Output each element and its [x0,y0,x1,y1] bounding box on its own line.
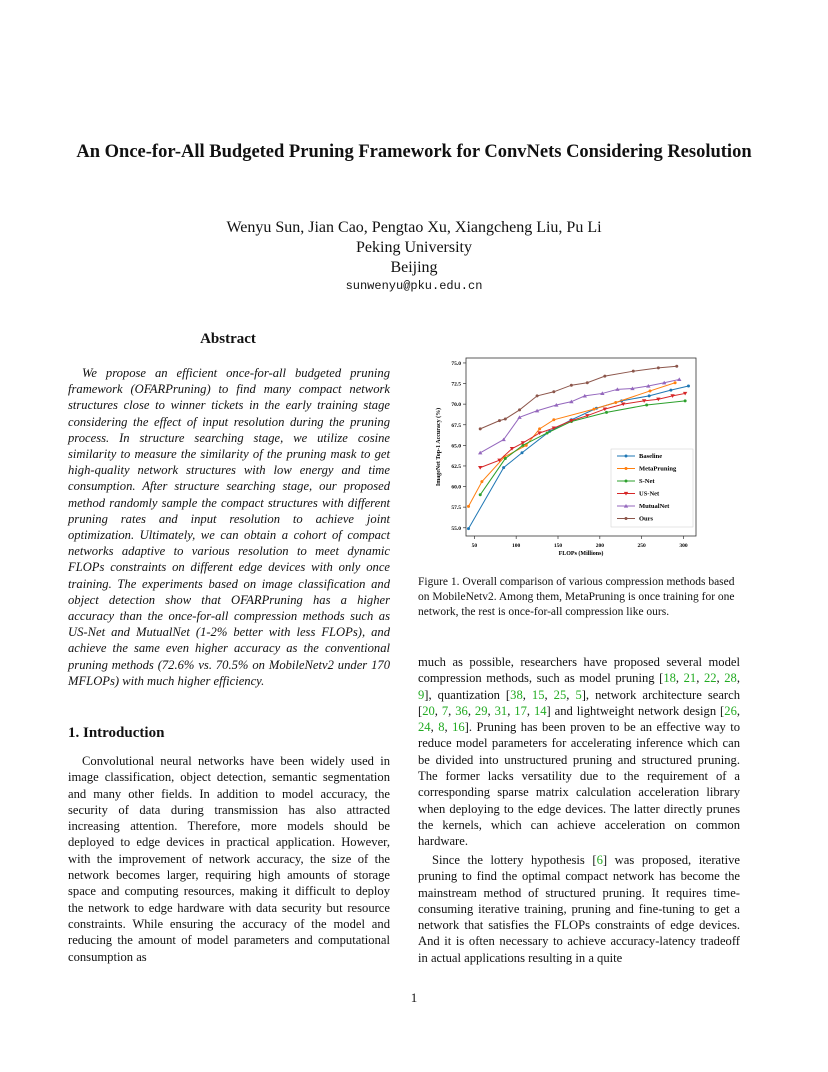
data-point-baseline [467,527,470,530]
text-run: ], network architecture search [ [418,687,740,718]
y-tick-label: 60.0 [451,484,461,491]
citation-link[interactable]: 8 [438,720,445,735]
data-point-ours [570,384,573,387]
city: Beijing [390,259,438,276]
data-point-ours [504,417,507,420]
citation-link[interactable]: 25 [553,687,567,702]
data-point-baseline [687,385,690,388]
citation-link[interactable]: 18 [663,671,676,686]
citation-link[interactable]: 28 [724,671,737,686]
data-point-s-net [479,493,482,496]
text-run: much as possible, researchers have proposed several model compression methods, such as model pruning [ [418,655,740,686]
affiliation: Peking University [356,239,472,256]
data-point-baseline [521,451,524,454]
right-column-paragraph-1: much as possible, researchers have proposed several model compression methods, such as model pruning [18, 21, 22, 28, 9], quantization [38, 15, 25, 5], network architecture search [20, 7, 36, 29, 31, 17, 14] and lightweight network design [26, 24, 8, 16]. Pruning has been proven to be an effective way to reduce model parameters for accelerating inference which can be divided into unstructured pruning and structured pruning. The former lacks versatility due to the requirement of a corresponding sparse matrix calculation acceleration library when deploying to the edge devices. The latter directly prunes the kernels, which can achieve acceleration on common hardware. [418,655,741,849]
data-point-baseline [669,389,672,392]
legend-label-mutualnet: MutualNet [639,503,670,511]
data-point-mutualnet [478,451,482,455]
data-point-ours [675,365,678,368]
data-point-ours [518,408,521,411]
intro-paragraph: Convolutional neural networks have been widely used in image classification, object detection, semantic segmentation and many other fields. In addition to model accuracy, the security of data during transmission has also attracted increasing attention. Therefore, more models should be deployed to edge devices in practical application. However, with the improvement of network accuracy, the size of the network becomes larger, requiring high amounts of storage space and computing resources, making it difficult to deploy the network to edge hardware with data security but resource constraints. While ensuring the accuracy of the model and reducing the amount of model parameters and computational consumption as [68,754,390,964]
x-tick-label: 250 [637,543,646,549]
citation-link[interactable]: 7 [441,703,449,718]
x-tick-label: 100 [512,543,521,549]
legend-label-metapruning: MetaPruning [639,465,677,473]
legend-label-baseline: Baseline [639,453,663,461]
x-tick-label: 200 [595,543,604,549]
x-axis-label: FLOPs (Millions) [558,551,604,557]
citation-link[interactable]: 36 [455,703,468,718]
legend-marker-ours [625,517,628,520]
y-tick-label: 75.0 [451,360,461,367]
author-email: sunwenyu@pku.edu.cn [345,279,483,293]
data-point-mutualnet [677,377,681,381]
data-point-ours [603,375,606,378]
text-run: ], quantization [ [424,687,511,702]
text-run: ] and lightweight network design [ [546,703,725,718]
legend-label-us-net: US-Net [639,490,660,498]
data-point-ours [586,381,589,384]
citation-link[interactable]: 20 [422,703,435,718]
figure-1 [432,352,702,567]
data-point-s-net [504,457,507,460]
intro-heading: 1. Introduction [68,725,165,741]
legend-label-s-net: S-Net [639,478,655,486]
citation-link[interactable]: 21 [683,671,697,686]
data-point-ours [479,427,482,430]
citation-link[interactable]: 26 [724,703,737,718]
page-number: 1 [410,990,418,1005]
data-point-ours [552,390,555,393]
data-point-s-net [546,431,549,434]
x-tick-label: 300 [679,543,688,549]
citation-link[interactable]: 17 [514,703,527,718]
legend-marker-baseline [625,455,628,458]
data-point-ours [536,394,539,397]
citation-link[interactable]: 24 [418,720,431,735]
right-column-paragraph-2 [418,852,740,966]
data-point-baseline [648,394,651,397]
citation-link[interactable]: 22 [703,671,717,686]
x-tick-label: 150 [553,543,563,549]
author-names: Wenyu Sun, Jian Cao, Pengtao Xu, Xiangcheng Liu, Pu Li [226,219,602,236]
citation-link[interactable]: 15 [531,687,545,702]
legend-label-ours: Ours [639,515,654,523]
y-tick-label: 55.0 [451,525,461,532]
data-point-s-net [684,399,687,402]
citation-link[interactable]: 38 [510,687,523,702]
abstract-heading: Abstract [200,331,256,347]
data-point-metapruning [614,401,617,404]
y-tick-label: 67.5 [451,422,461,429]
y-tick-label: 62.5 [451,463,461,470]
author-block [60,218,768,278]
data-point-metapruning [592,408,595,411]
text-run: ] was proposed, iterative pruning to find the optimal compact network has become the mainstream method of structured pruning. It requires time-consuming iterative training, pruning and fine-tuning to get a network that satisfies the FLOPs constraints of edge devices. And it is often necessary to achieve accuracy-latency tradeoff in actual applications resulting in a quite [418,853,740,965]
data-point-s-net [605,411,608,414]
data-point-metapruning [480,480,483,483]
data-point-baseline [502,466,505,469]
abstract-text: We propose an efficient once-for-all budgeted pruning framework (OFARPruning) to find many compact network structures close to winner tickets in the early training stage considering the effect of input resolution during the pruning process. In structure searching stage, we utilize cosine similarity to measure the similarity of the pruning mask to get high-quality network structures with low energy and time consumption. After structure searching stage, our proposed method randomly sample the compact structures with different pruning rates and input resolution to achieve joint optimization. Ultimately, we can obtain a cohort of compact networks adaptive to various resolution to meet dynamic FLOPs constraints on different edge devices with only once training. The experiments based on image classification and object detection show that OFARPruning has a higher accuracy than the once-for-all compression methods such as US-Net and MutualNet (1-2% better with less FLOPs), and achieve the same even higher accuracy as the conventional pruning methods (72.6% vs. 70.5% on MobileNetv2 under 170 MFLOPs) with much higher efficiency. [68,366,390,688]
data-point-ours [657,366,660,369]
citation-link[interactable]: 16 [452,720,465,735]
text-run: Since the lottery hypothesis [ [432,853,597,867]
data-point-metapruning [538,427,541,430]
data-point-ours [498,419,501,422]
citation-link[interactable]: 6 [596,853,603,867]
figure-caption: Figure 1. Overall comparison of various compression methods based on MobileNetv2. Among them, MetaPruning is once training for one network, the rest is once-for-all compression like ours. [418,576,735,618]
citation-link[interactable]: 9 [418,687,425,702]
data-point-ours [632,370,635,373]
data-point-us-net [478,466,482,470]
data-point-metapruning [467,505,470,508]
y-tick-label: 57.5 [451,505,461,512]
citation-link[interactable]: 5 [575,687,582,702]
y-tick-label: 70.0 [451,402,461,409]
x-tick-label: 50 [471,543,478,549]
accuracy-flops-chart [432,352,702,562]
citation-link[interactable]: 31 [494,703,508,718]
citation-link[interactable]: 14 [533,703,547,718]
data-point-s-net [645,403,648,406]
text-run: ]. Pruning has been proven to be an effective way to reduce model parameters for accelerating inference which can be divided into unstructured pruning and structured pruning. The former lacks versatility due to the requirement of a corresponding sparse matrix calculation acceleration library when deploying to the edge devices. The latter directly prunes the kernels, which can achieve acceleration on common hardware. [418,720,741,849]
legend-marker-metapruning [625,467,628,470]
y-tick-label: 72.5 [451,381,461,388]
y-tick-label: 65.0 [451,443,461,450]
paper-title: An Once-for-All Budgeted Pruning Framework for ConvNets Considering Resolution [76,142,752,162]
data-point-metapruning [649,389,652,392]
y-axis-label: ImageNet Top-1 Accuracy (%) [436,407,442,487]
data-point-metapruning [552,418,555,421]
data-point-metapruning [674,381,677,384]
legend-marker-s-net [625,480,628,483]
citation-link[interactable]: 29 [474,703,488,718]
